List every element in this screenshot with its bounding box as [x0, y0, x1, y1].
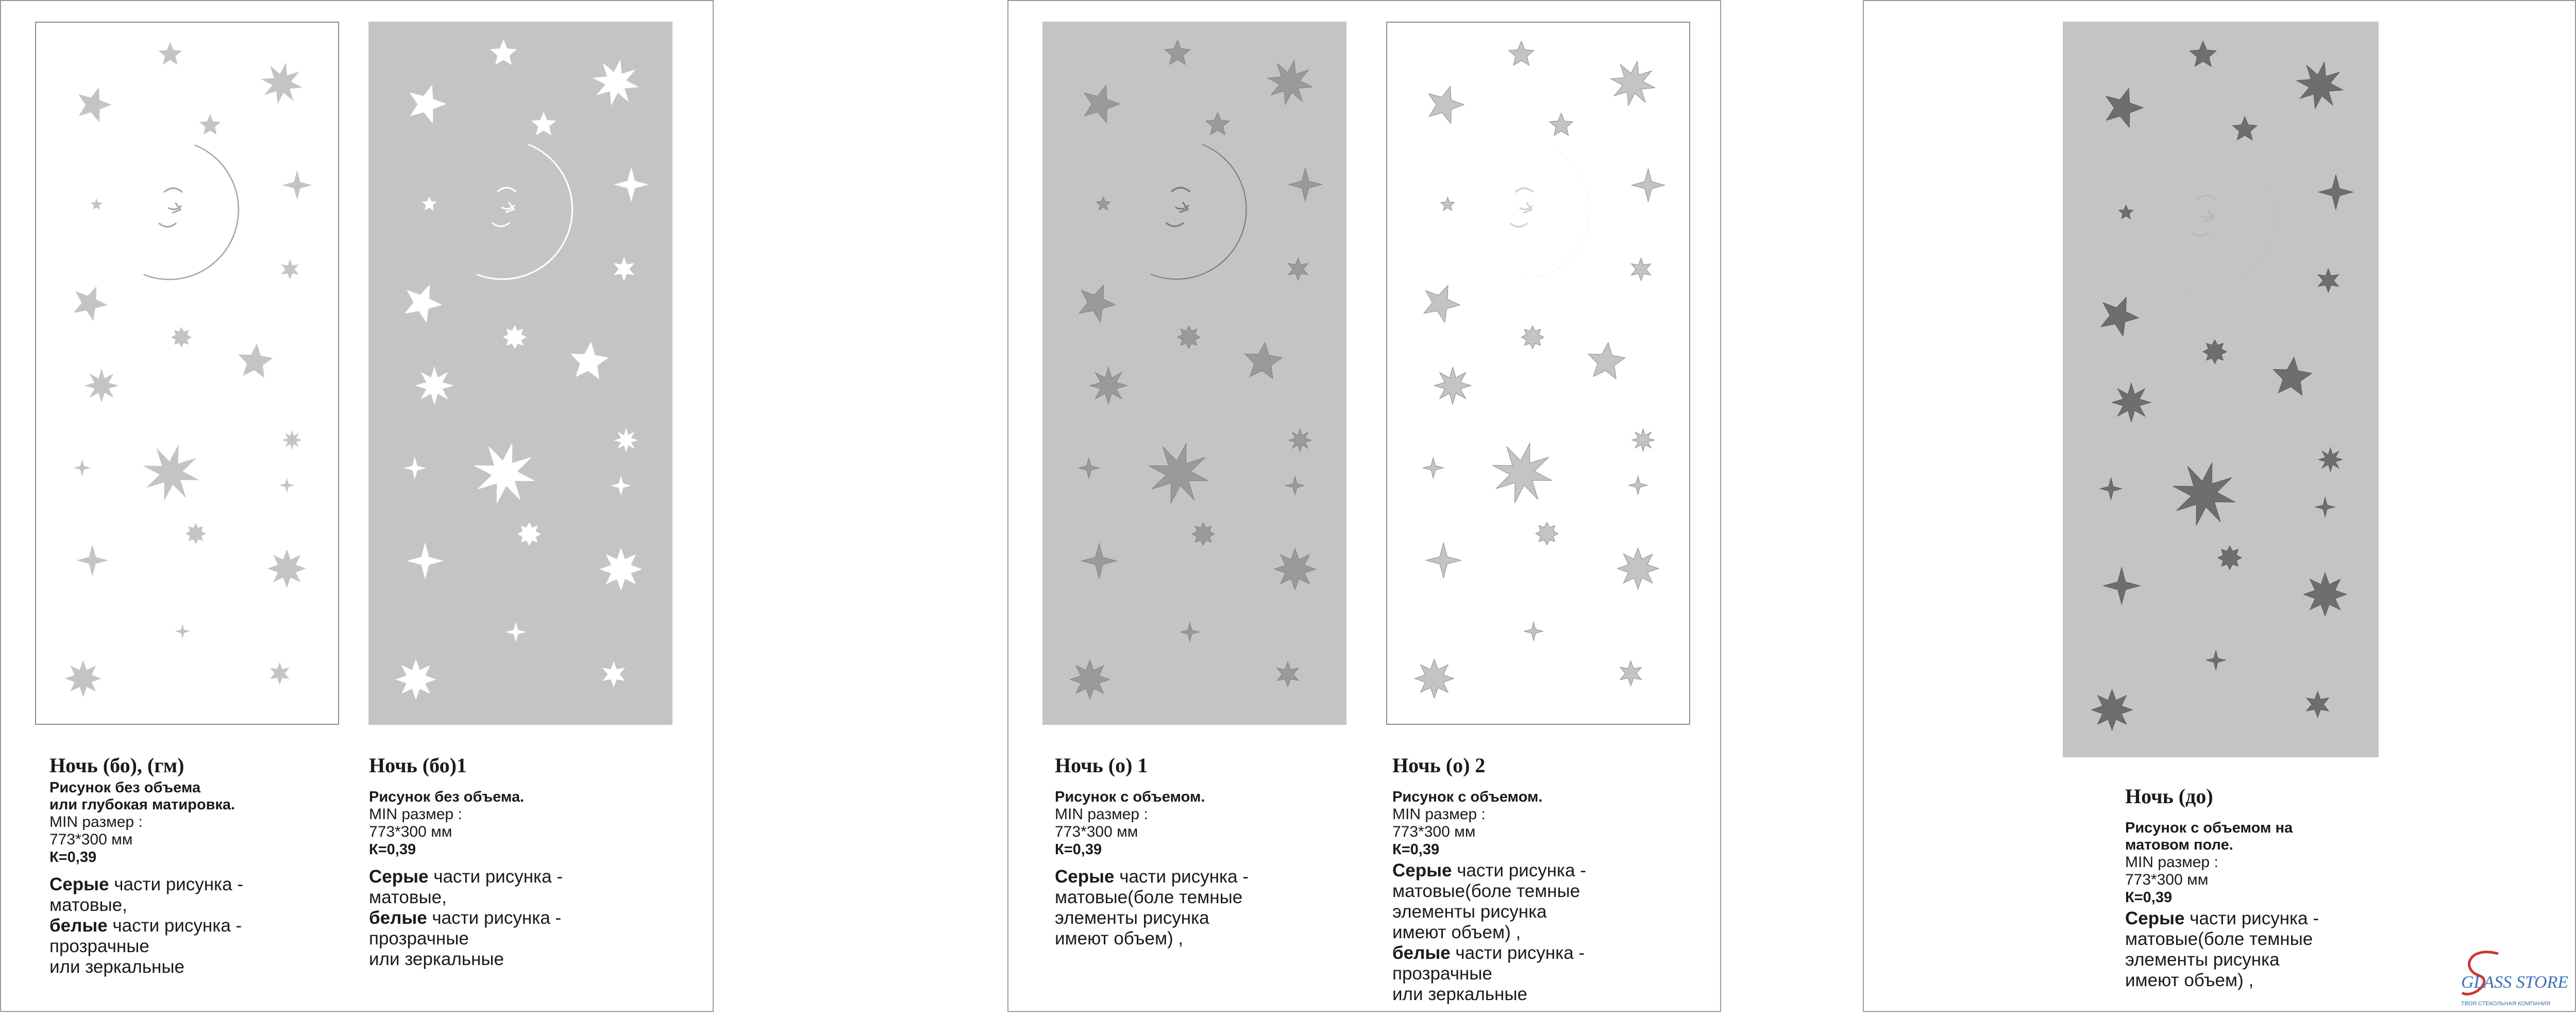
min-size-label: MIN размер :	[1055, 806, 1148, 823]
star-icon	[1629, 476, 1647, 494]
star-icon	[405, 458, 425, 478]
min-size-value: 773*300 мм	[1392, 823, 1476, 840]
star-icon	[408, 543, 443, 578]
design-panel-5	[2063, 22, 2379, 757]
star-icon	[1181, 623, 1199, 641]
design-description: Рисунок с объемом на матовом поле.	[2125, 820, 2293, 853]
star-icon	[2319, 175, 2353, 209]
logo-brand-text: GLASS STORE	[2461, 973, 2569, 992]
star-icon	[260, 61, 304, 106]
star-icon	[2190, 41, 2216, 67]
star-icon	[603, 662, 625, 687]
star-icon	[1165, 40, 1190, 64]
design-art-5	[2063, 22, 2379, 757]
white-parts-key: белые	[49, 916, 108, 936]
design-caption-2	[369, 754, 658, 970]
star-icon	[1441, 197, 1454, 210]
star-icon	[1082, 543, 1117, 578]
gray-parts-key: Серые	[1392, 860, 1452, 881]
moon-shape	[1495, 145, 1590, 279]
star-icon	[1424, 286, 1460, 323]
gray-parts-key: Серые	[2125, 908, 2185, 928]
gray-parts-key: Серые	[1055, 867, 1115, 887]
star-icon	[1206, 112, 1230, 135]
design-title: Ночь (бо)1	[369, 754, 467, 777]
star-icon	[612, 476, 630, 495]
star-icon	[1289, 168, 1322, 201]
moon-shape	[2175, 150, 2275, 291]
star-icon	[615, 429, 637, 452]
design-notes	[2125, 908, 2414, 991]
star-icon	[2233, 117, 2257, 140]
star-icon	[1524, 622, 1543, 641]
star-icon	[1245, 342, 1282, 379]
star-icon	[2304, 573, 2347, 616]
star-icon	[1493, 443, 1552, 503]
moon-face	[1510, 188, 1534, 227]
star-icon	[1536, 522, 1558, 545]
star-icon	[2315, 497, 2334, 517]
moon-face	[1166, 188, 1190, 226]
star-icon	[1620, 661, 1641, 686]
star-icon	[1277, 662, 1299, 687]
min-size-label: MIN размер :	[49, 813, 143, 831]
star-icon	[280, 258, 300, 281]
star-icon	[281, 429, 304, 452]
moon-shape	[477, 144, 573, 279]
glass-store-logo-art	[2458, 949, 2569, 1009]
star-icon	[2101, 297, 2139, 336]
min-size-value: 773*300 мм	[369, 823, 452, 840]
design-notes	[1055, 867, 1343, 949]
design-notes	[1392, 860, 1681, 1005]
gray-parts-text: части рисунка - матовые,	[369, 867, 563, 907]
design-panel-1	[35, 22, 339, 725]
moon-face	[159, 188, 182, 227]
star-icon	[2274, 357, 2312, 395]
star-icon	[72, 458, 93, 478]
coefficient: К=0,39	[2125, 889, 2173, 906]
star-icon	[2319, 447, 2343, 471]
design-panel-2	[368, 22, 672, 725]
gray-parts-text: части рисунка - матовые(боле темные элементы рисунка имеют объем) ,	[1392, 860, 1586, 942]
white-parts-key: белые	[369, 908, 427, 928]
min-size-label: MIN размер :	[1392, 806, 1486, 823]
min-size-value: 773*300 мм	[2125, 871, 2209, 888]
star-icon	[507, 623, 525, 641]
star-icon	[173, 622, 192, 641]
design-description: Рисунок без объема или глубокая матировка.	[49, 779, 235, 813]
star-icon	[1428, 86, 1464, 123]
star-icon	[1632, 169, 1665, 202]
coefficient: К=0,39	[1055, 841, 1102, 858]
design-caption-4	[1392, 754, 1681, 1005]
star-icon	[1611, 61, 1655, 106]
star-icon	[416, 367, 453, 404]
star-icon	[1274, 549, 1316, 590]
star-icon	[64, 659, 103, 698]
star-icon	[170, 326, 193, 348]
star-icon	[594, 60, 638, 105]
design-caption-1	[49, 754, 338, 977]
star-icon	[1079, 458, 1099, 478]
moon-face	[492, 188, 516, 226]
min-size-value: 773*300 мм	[1055, 823, 1138, 840]
white-parts-text: части рисунка - прозрачные или зеркальные	[1392, 943, 1585, 1004]
gray-parts-text: части рисунка - матовые(боле темные элементы рисунка имеют объем) ,	[2125, 908, 2319, 990]
star-icon	[1286, 476, 1304, 495]
white-parts-key: белые	[1392, 943, 1451, 963]
gray-parts-key: Серые	[49, 874, 109, 894]
gray-parts-text: части рисунка - матовые(боле темные элементы рисунка имеют объем) ,	[1055, 867, 1249, 949]
star-icon	[396, 660, 435, 699]
star-icon	[269, 661, 290, 686]
star-icon	[158, 41, 183, 65]
star-icon	[281, 169, 314, 202]
moon-shape	[1151, 144, 1247, 279]
min-size-label: MIN размер :	[2125, 854, 2218, 871]
star-icon	[198, 113, 222, 135]
star-icon	[1521, 326, 1544, 348]
star-icon	[491, 40, 516, 64]
star-icon	[532, 112, 555, 135]
design-title: Ночь (бо), (гм)	[49, 754, 184, 777]
star-icon	[1434, 367, 1471, 404]
star-icon	[238, 342, 274, 378]
design-description: Рисунок без объема.	[369, 789, 525, 805]
star-icon	[1426, 543, 1461, 578]
star-icon	[615, 168, 648, 201]
star-icon	[1618, 548, 1658, 589]
star-icon	[142, 443, 201, 503]
star-icon	[1268, 60, 1312, 105]
design-notes	[369, 867, 658, 970]
white-parts-text: части рисунка - прозрачные или зеркальные	[49, 916, 242, 977]
star-icon	[1589, 342, 1625, 378]
star-icon	[1550, 113, 1573, 135]
design-panel-3	[1042, 22, 1346, 725]
design-caption-5	[2125, 785, 2414, 991]
star-icon	[1084, 86, 1120, 123]
star-icon	[2318, 269, 2338, 292]
star-icon	[475, 443, 534, 503]
design-title: Ночь (о) 1	[1055, 754, 1148, 777]
star-icon	[2203, 340, 2227, 363]
coefficient: К=0,39	[369, 841, 416, 858]
star-icon	[2306, 691, 2329, 717]
star-icon	[90, 197, 103, 210]
star-icon	[184, 522, 207, 545]
min-size-label: MIN размер :	[369, 806, 462, 823]
star-icon	[2112, 383, 2151, 422]
star-icon	[410, 86, 446, 123]
design-description: Рисунок с объемом.	[1392, 789, 1543, 805]
star-icon	[1631, 258, 1651, 281]
star-icon	[423, 197, 436, 210]
design-description: Рисунок с объемом.	[1055, 789, 1205, 805]
design-caption-3	[1055, 754, 1343, 949]
star-icon	[1090, 367, 1127, 404]
star-icon	[83, 367, 120, 404]
star-icon	[2106, 88, 2143, 127]
coefficient: К=0,39	[49, 849, 97, 866]
star-icon	[503, 326, 526, 348]
star-icon	[600, 549, 642, 590]
star-icon	[1080, 285, 1116, 322]
star-icon	[1289, 429, 1311, 452]
design-notes	[49, 874, 338, 977]
design-art-3	[1042, 22, 1346, 725]
star-icon	[266, 548, 307, 589]
star-icon	[2103, 568, 2140, 604]
star-icon	[2119, 205, 2133, 219]
star-icon	[278, 476, 296, 494]
star-icon	[1509, 41, 1534, 65]
design-art-4	[1387, 23, 1689, 724]
design-title: Ночь (до)	[2125, 785, 2213, 808]
star-icon	[1149, 443, 1208, 503]
star-icon	[614, 258, 634, 280]
star-icon	[77, 86, 113, 123]
star-icon	[2297, 62, 2343, 108]
star-icon	[1632, 429, 1655, 452]
star-icon	[1097, 197, 1110, 210]
star-icon	[1288, 258, 1308, 280]
moon-shape	[144, 145, 239, 279]
logo-tagline-text: ТВОЯ СТЕКОЛЬНАЯ КОМПАНИЯ	[2461, 1001, 2551, 1007]
gray-parts-text: части рисунка - матовые,	[49, 874, 243, 915]
star-icon	[1070, 660, 1109, 699]
white-parts-text: части рисунка - прозрачные или зеркальные	[369, 908, 562, 969]
design-art-1	[36, 23, 338, 724]
design-art-2	[368, 22, 672, 725]
star-icon	[1192, 523, 1215, 545]
min-size-value: 773*300 мм	[49, 831, 133, 848]
star-icon	[2173, 463, 2235, 526]
gray-parts-key: Серые	[369, 867, 429, 887]
moon-face	[2191, 195, 2216, 236]
star-icon	[75, 543, 110, 578]
star-icon	[1423, 458, 1444, 478]
star-icon	[518, 523, 541, 545]
star-icon	[2218, 546, 2242, 570]
star-icon	[2092, 689, 2132, 730]
star-icon	[2206, 651, 2225, 670]
star-icon	[1177, 326, 1200, 348]
star-icon	[406, 285, 442, 322]
design-panel-4	[1386, 22, 1690, 725]
star-icon	[2100, 478, 2122, 500]
design-title: Ночь (о) 2	[1392, 754, 1486, 777]
star-icon	[571, 342, 608, 379]
star-icon	[73, 286, 109, 323]
coefficient: К=0,39	[1392, 841, 1440, 858]
glass-store-logo	[2458, 949, 2569, 1009]
star-icon	[1415, 659, 1454, 698]
